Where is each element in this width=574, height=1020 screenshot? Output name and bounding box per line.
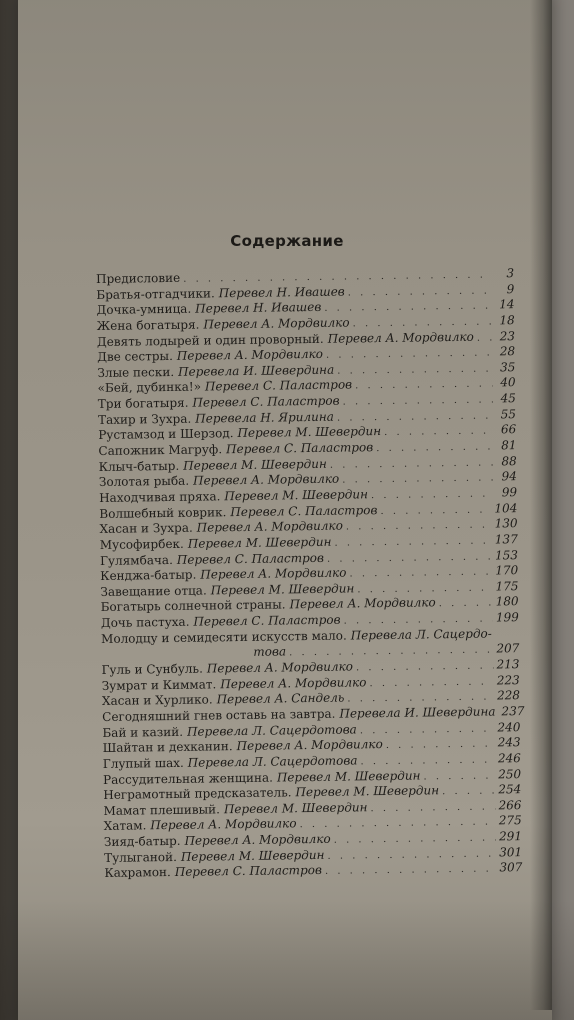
toc-entry-translator: това — [253, 644, 287, 660]
toc-entry-title: Три богатыря. — [97, 395, 189, 412]
toc-entry-translator: Перевел М. Шевердин — [210, 581, 355, 598]
toc-entry-title: Девять лодырей и один проворный. — [96, 331, 324, 349]
page-title: Содержание — [230, 232, 344, 250]
toc-entry-title: Зияд-батыр. — [103, 833, 181, 850]
toc-entry-page-number: 99 — [501, 485, 518, 500]
toc-entry-title: Глупый шах. — [102, 755, 184, 771]
toc-entry-translator: Перевел М. Шевердин — [276, 768, 421, 785]
dot-leader — [442, 784, 495, 800]
toc-entry-page-number: 223 — [496, 672, 520, 688]
toc-entry-title: Гуль и Сунбуль. — [101, 661, 203, 677]
toc-entry-translator: Перевел М. Шевердин — [223, 800, 368, 817]
toc-entry-page-number: 237 — [501, 703, 525, 719]
toc-entry-title: Рассудительная женщина. — [102, 770, 273, 787]
toc-entry-title: Зумрат и Киммат. — [101, 677, 217, 693]
dot-leader — [360, 752, 495, 770]
toc-entry-translator: Перевел А. Мордвилко — [200, 565, 347, 582]
toc-entry-page-number: 199 — [495, 610, 519, 625]
toc-entry-page-number: 307 — [499, 860, 523, 875]
toc-entry-title: Дочка-умница. — [96, 301, 192, 318]
toc-entry-title: «Бей, дубинка!» — [97, 380, 202, 396]
toc-entry-page-number: 55 — [500, 406, 517, 422]
toc-entry-page-number: 35 — [499, 359, 516, 375]
toc-entry-title: Сегодняшний гнев оставь на завтра. — [102, 706, 336, 724]
toc-entry-translator: Перевела Л. Сацердо- — [350, 626, 492, 643]
toc-entry-page-number: 81 — [501, 438, 517, 453]
toc-entry-title: Братья-отгадчики. — [96, 285, 215, 302]
toc-entry-title: Хасан и Хурлико. — [101, 692, 213, 709]
dot-leader — [439, 596, 493, 612]
toc-entry-page-number: 240 — [497, 719, 521, 735]
toc-entry-title: Завещание отца. — [100, 583, 207, 599]
toc-entry-translator: Перевел А. Мордвилко — [220, 674, 367, 691]
toc-entry-title: Богатырь солнечной страны. — [100, 597, 286, 615]
toc-entry-translator: Перевел М. Шевердин — [183, 456, 327, 473]
toc-entry-page-number: 301 — [499, 844, 523, 860]
toc-entry-translator: Перевел С. Паластров — [174, 863, 323, 880]
toc-entry-page-number: 246 — [497, 750, 521, 766]
toc-entry-title: Кахрамон. — [104, 865, 171, 881]
toc-entry-page-number: 3 — [506, 266, 515, 281]
toc-entry-page-number: 180 — [495, 594, 519, 609]
toc-entry-page-number: 40 — [500, 375, 516, 390]
toc-entry-page-number: 18 — [499, 313, 515, 328]
toc-entry-translator: Перевел М. Шевердин — [295, 783, 440, 800]
toc-entry-page-number: 213 — [496, 657, 520, 672]
toc-entry-page-number: 275 — [498, 813, 522, 828]
toc-entry-translator: Перевел С. Паластров — [204, 377, 353, 394]
toc-entry-translator: Перевела Н. Ярилина — [195, 409, 334, 426]
toc-entry-title: Хатам. — [103, 818, 147, 834]
toc-entry-title: Мусофирбек. — [99, 536, 184, 552]
toc-entry-translator: Перевел А. Мордвилко — [192, 471, 340, 488]
toc-entry-translator: Перевела И. Шевердина — [339, 704, 496, 721]
toc-entry-translator: Перевел С. Паластров — [176, 550, 325, 567]
toc-entry-title: Мамат плешивый. — [103, 802, 220, 818]
toc-entry-page-number: 28 — [499, 344, 516, 359]
toc-entry-title: Находчивая пряха. — [99, 489, 221, 505]
toc-entry-translator: Перевел А. Мордвилко — [184, 831, 331, 848]
toc-entry-page-number: 153 — [494, 547, 519, 562]
toc-entry-title: Молодцу и семидесяти искусств мало. — [101, 628, 347, 646]
toc-entry-page-number: 9 — [506, 281, 515, 296]
toc-entry-title: Рустамзод и Шерзод. — [98, 426, 234, 443]
toc-entry-translator: Перевел М. Шевердин — [224, 487, 369, 504]
toc-entry-title: Злые пески. — [97, 364, 175, 380]
toc-entry-title: Дочь пастуха. — [100, 614, 190, 631]
toc-entry-translator: Перевела И. Шевердина — [178, 362, 335, 379]
toc-entry-page-number: 243 — [497, 735, 521, 750]
toc-entry-translator: Перевел А. Мордвилко — [289, 595, 436, 612]
toc-entry-page-number: 250 — [498, 766, 522, 781]
dot-leader — [477, 330, 492, 346]
toc-entry-translator: Перевела Л. Сацердотова — [186, 721, 357, 739]
toc-entry-title: Клыч-батыр. — [98, 458, 180, 474]
toc-entry-translator: Перевел Н. Ивашев — [218, 284, 345, 300]
dot-leader — [376, 440, 494, 457]
toc-entry-translator: Перевел М. Шевердин — [187, 534, 332, 551]
toc-entry-title: Бай и казий. — [102, 724, 184, 740]
toc-entry-page-number: 104 — [494, 500, 518, 516]
toc-entry-translator: Перевел А. Сандель — [216, 690, 345, 707]
toc-entry-page-number: 94 — [501, 469, 517, 484]
toc-entry-translator: Перевел М. Шевердин — [237, 424, 382, 441]
toc-entry-page-number: 175 — [495, 578, 519, 594]
toc-entry-translator: Перевел С. Паластров — [225, 440, 374, 457]
toc-entry-title: Тулыганой. — [104, 849, 177, 865]
toc-entry-title: Гулямбача. — [99, 552, 173, 568]
dot-leader — [369, 674, 494, 691]
toc-entry-translator: Перевел С. Паластров — [192, 393, 340, 410]
table-of-contents — [96, 266, 525, 882]
toc-entry-page-number: 207 — [496, 641, 520, 656]
toc-entry-translator: Перевел А. Мордвилко — [327, 329, 474, 346]
page-edge-shadow — [530, 0, 552, 1010]
toc-entry-page-number: 23 — [499, 328, 516, 343]
toc-entry-page-number: 45 — [500, 391, 516, 406]
dot-leader — [325, 862, 497, 880]
toc-entry-page-number: 137 — [494, 532, 518, 547]
toc-entry-page-number: 66 — [500, 422, 517, 437]
dot-leader — [370, 799, 495, 816]
toc-entry-translator: Перевел А. Мордвилко — [236, 737, 383, 754]
toc-entry-translator: Перевел А. Мордвилко — [150, 816, 297, 833]
toc-entry-title: Жена богатыря. — [96, 317, 200, 333]
toc-entry-translator: Перевел А. Мордвилко — [176, 347, 324, 364]
dot-leader — [384, 424, 493, 441]
toc-entry-translator: Перевела Л. Сацердотова — [187, 753, 358, 770]
toc-entry-translator: Перевел М. Шевердин — [180, 847, 325, 864]
toc-entry-page-number: 14 — [499, 297, 515, 312]
dot-leader — [371, 486, 494, 503]
toc-entry-translator: Перевел Н. Ивашев — [195, 300, 322, 316]
bottom-shadow — [0, 900, 574, 1020]
toc-entry-title: Кенджа-батыр. — [100, 567, 197, 584]
toc-entry-page-number: 130 — [494, 516, 518, 531]
toc-entry-title: Сапожник Магруф. — [98, 442, 223, 459]
toc-entry-translator: Перевел С. Паластров — [230, 502, 378, 519]
dot-leader — [423, 768, 495, 785]
toc-entry-page-number: 254 — [498, 782, 522, 797]
toc-entry-title: Шайтан и дехканин. — [102, 739, 233, 756]
dot-leader — [360, 721, 495, 739]
toc-entry-translator: Перевел А. Мордвилко — [203, 315, 350, 332]
toc-entry-page-number: 170 — [495, 563, 519, 578]
toc-entry-page-number: 291 — [498, 829, 523, 844]
toc-entry-page-number: 228 — [496, 688, 521, 703]
toc-entry-title: Неграмотный предсказатель. — [103, 785, 292, 803]
toc-entry-translator: Перевел С. Паластров — [193, 612, 341, 629]
toc-entry-page-number: 266 — [498, 797, 522, 813]
dot-leader — [380, 502, 491, 519]
toc-entry-translator: Перевел А. Мордвилко — [196, 518, 343, 535]
toc-entry-title: Две сестры. — [97, 349, 173, 365]
toc-entry-title: Золотая рыба. — [98, 474, 190, 490]
dot-leader — [386, 737, 495, 754]
toc-entry-page-number: 88 — [501, 453, 517, 469]
toc-entry-translator: Перевел А. Мордвилко — [206, 659, 354, 676]
toc-entry-title: Хасан и Зухра. — [99, 520, 193, 537]
toc-entry-title: Тахир и Зухра. — [97, 411, 192, 427]
toc-entry-title: Волшебный коврик. — [99, 504, 227, 521]
toc-entry-title: Предисловие — [96, 270, 181, 286]
